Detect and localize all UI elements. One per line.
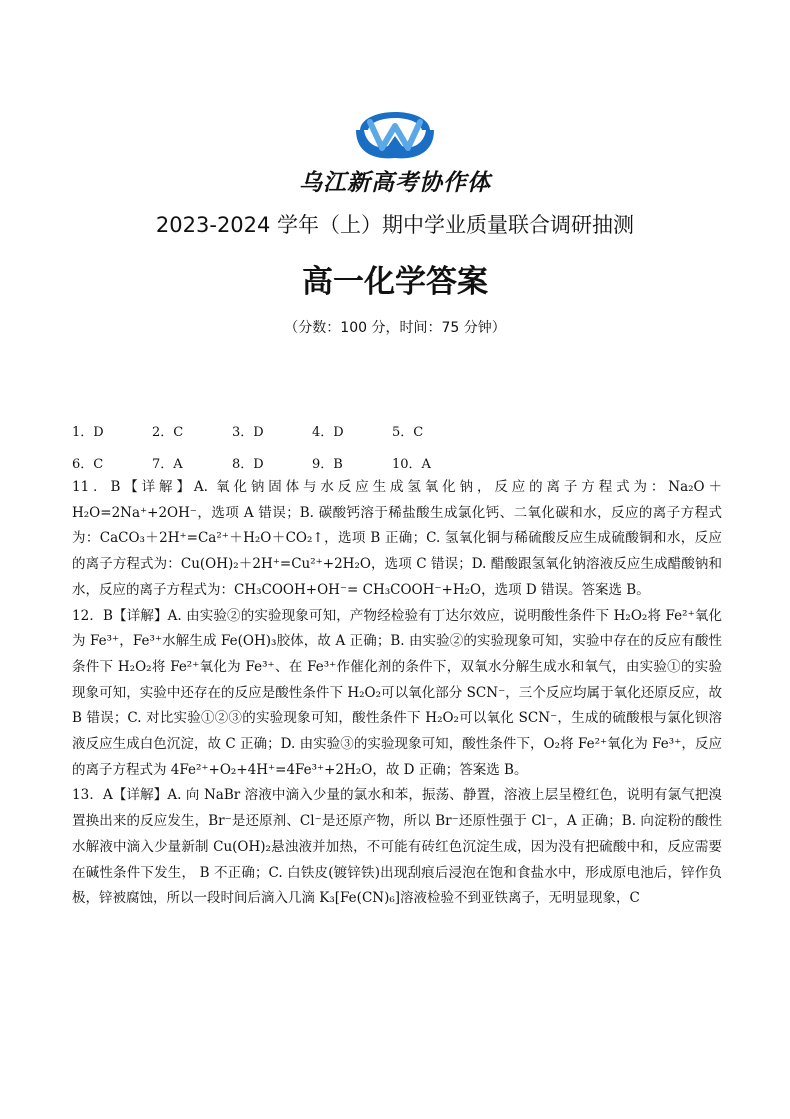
answer-item: 6．C — [72, 456, 104, 472]
subject-title: 高一化学答案 — [302, 264, 488, 300]
answer-item: 5．C — [392, 424, 424, 440]
answer-item: 1．D — [72, 424, 104, 440]
explanation-q12: 12．B【详解】A. 由实验②的实验现象可知，产物经检验有丁达尔效应，说明酸性条件下 H₂O₂将 Fe²⁺氧化为 Fe³⁺，Fe³⁺水解生成 Fe(OH)₃胶体，故 A 正确；B. 由实验②的实验现象可知，实验中存在的反应有酸性条件下 H₂O₂将 Fe²⁺氧化为 Fe³⁺、在 Fe³⁺作催化剂的条件下，双氧水分解生成水和氧气，由实验①的实验现象可知，实验中还存在的反应是酸性条件下 H₂O₂可以氧化部分 SCN⁻，三个反应均属于氧化还原反应，故 B 错误；C. 对比实验①②③的实验现象可知，酸性条件下 H₂O₂可以氧化 SCN⁻，生成的硫酸根与氯化钡溶液反应生成白色沉淀，故 C 正确；D. 由实验③的实验现象可知，酸性条件下，O₂将 Fe²⁺氧化为 Fe³⁺，反应的离子方程式为 4Fe²⁺+O₂+4H⁺=4Fe³⁺+2H₂O，故 D 正确；答案选 B。 — [72, 607, 722, 778]
answer-row — [72, 446, 472, 478]
exam-title: 2023-2024 学年（上）期中学业质量联合调研抽测 — [155, 213, 635, 237]
answer-row — [72, 414, 472, 446]
answer-item: 4．D — [312, 424, 344, 440]
explanation-q11: 11．B【详解】A. 氧化钠固体与水反应生成氢氧化钠，反应的离子方程式为：Na₂O＋H₂O=2Na⁺+2OH⁻，选项 A 错误；B. 碳酸钙溶于稀盐酸生成氯化钙、二氧化碳和水，反应的离子方程式为：CaCO₃＋2H⁺=Ca²⁺＋H₂O＋CO₂↑，选项 B 正确；C. 氢氧化铜与稀硫酸反应生成硫酸铜和水，反应的离子方程式为：Cu(OH)₂＋2H⁺=Cu²⁺+2H₂O，选项 C 错误；D. 醋酸跟氢氧化钠溶液反应生成醋酸钠和水，反应的离子方程式为：CH₃COOH+OH⁻= CH₃COOH⁻+H₂O，选项 D 错误。答案选 B。 — [72, 479, 722, 598]
answer-item: 3．D — [232, 424, 264, 440]
answer-item: 8．D — [232, 456, 264, 472]
detailed-explanations — [72, 475, 722, 912]
answer-item: 10．A — [392, 456, 431, 472]
answer-item: 2．C — [152, 424, 184, 440]
answer-item: 7．A — [152, 456, 183, 472]
wujiang-logo — [352, 100, 438, 162]
multiple-choice-answers — [72, 414, 472, 478]
score-time-info: （分数：100 分，时间：75 分钟） — [284, 320, 506, 336]
explanation-q13: 13．A【详解】A. 向 NaBr 溶液中滴入少量的氯水和苯，振荡、静置，溶液上层呈橙红色，说明有氯气把溴置换出来的反应发生，Br⁻是还原剂、Cl⁻是还原产物，所以 Br⁻还原性强于 Cl⁻，A 正确；B. 向淀粉的酸性水解液中滴入少量新制 Cu(OH)₂悬浊液并加热，不可能有砖红色沉淀生成，因为没有把硫酸中和，反应需要在碱性条件下发生， B 不正确；C. 白铁皮(镀锌铁)出现刮痕后浸泡在饱和食盐水中，形成原电池后，锌作负极，锌被腐蚀，所以一段时间后滴入几滴 K₃[Fe(CN)₆]溶液检验不到亚铁离子，无明显现象，C — [72, 787, 722, 907]
organization-name: 乌江新高考协作体 — [299, 170, 491, 196]
answer-item: 9．B — [312, 456, 343, 472]
